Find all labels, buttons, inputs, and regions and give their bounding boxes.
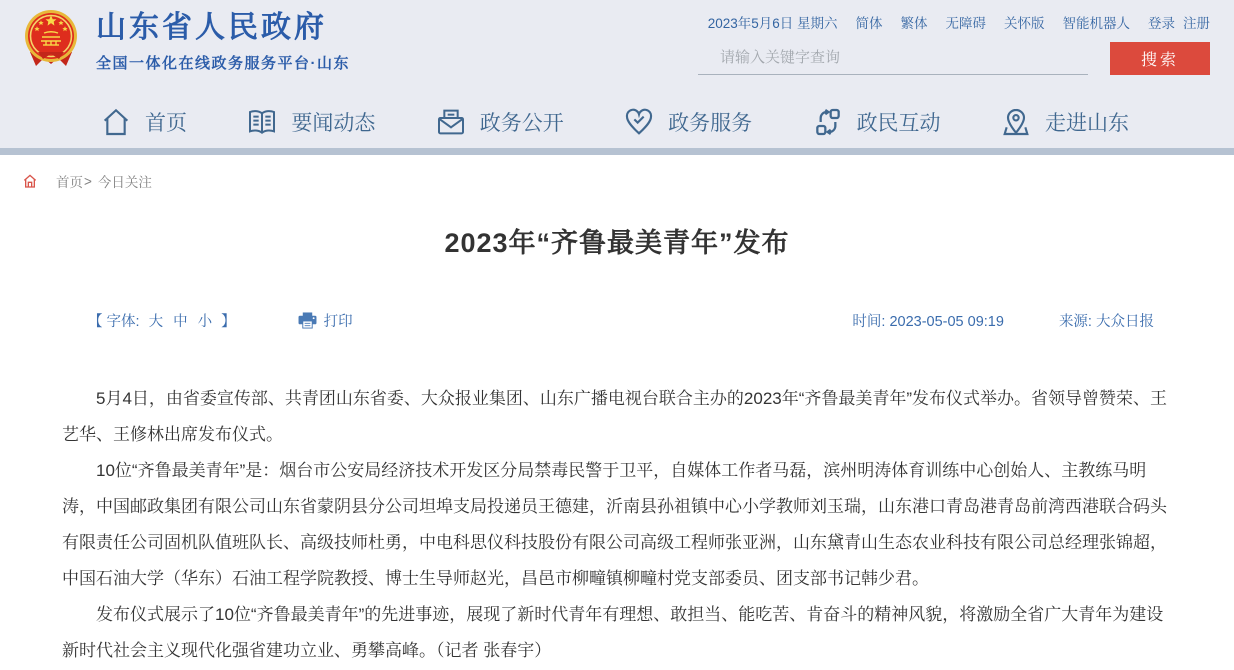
nav-label: 政务服务 — [668, 111, 753, 135]
font-size-large[interactable]: 大 — [148, 314, 164, 330]
font-size-label: 【 字体: — [88, 314, 144, 330]
font-size-small[interactable]: 小 — [197, 314, 213, 330]
link-accessibility[interactable]: 无障碍 — [945, 16, 986, 31]
article-title: 2023年“齐鲁最美青年”发布 — [444, 228, 790, 258]
auth-links — [1148, 12, 1210, 32]
open-gov-envelope-icon — [435, 106, 467, 138]
home-icon — [100, 106, 132, 138]
article-paragraph: 发布仪式展示了10位“齐鲁最美青年”的先进事迹，展现了新时代青年有理想、敢担当、能吃苦、肯奋斗的精神风貌，将激励全省广大青年为建设新时代社会主义现代化强省建功立业、勇攀高峰。（记者 张春宇） — [62, 605, 1164, 660]
content-area — [0, 155, 1234, 669]
breadcrumb-current: 今日关注 — [97, 175, 152, 190]
nav-label: 政民互动 — [856, 111, 941, 135]
search-button[interactable]: 搜索 — [1110, 42, 1210, 75]
link-smart-robot[interactable]: 智能机器人 — [1062, 16, 1130, 31]
site-logo-link[interactable] — [22, 8, 350, 74]
article-tools — [88, 310, 353, 331]
register-link[interactable]: 注册 — [1183, 16, 1210, 31]
nav-item-interaction[interactable] — [812, 106, 941, 138]
search-input[interactable] — [698, 43, 1088, 75]
nav-item-services[interactable] — [623, 106, 752, 138]
site-subtitle: 全国一体化在线政务服务平台·山东 — [96, 54, 350, 72]
nav-item-news[interactable] — [246, 106, 375, 138]
link-care-version[interactable]: 关怀版 — [1004, 16, 1045, 31]
article-body — [0, 381, 1234, 669]
top-utility-bar — [708, 12, 1210, 32]
nav-item-open-government[interactable] — [435, 106, 564, 138]
news-book-icon — [246, 106, 278, 138]
nav-divider-strip — [0, 148, 1234, 155]
nav-item-about-shandong[interactable] — [1000, 106, 1129, 138]
print-label: 打印 — [323, 314, 353, 330]
breadcrumb-home-link[interactable]: 首页 — [56, 175, 83, 190]
breadcrumb-separator: > — [84, 173, 92, 189]
login-link[interactable]: 登录 — [1148, 16, 1175, 31]
header-right — [690, 12, 1210, 75]
font-size-control — [88, 310, 236, 331]
article-meta — [852, 310, 1154, 331]
map-pin-icon — [1000, 106, 1032, 138]
heart-services-icon — [623, 106, 655, 138]
article-meta-row — [0, 310, 1234, 331]
nav-label: 走进山东 — [1044, 111, 1129, 135]
link-simplified-chinese[interactable]: 简体 — [855, 16, 883, 31]
nav-label: 要闻动态 — [291, 111, 376, 135]
site-title: 山东省人民政府 — [96, 10, 327, 44]
breadcrumb-home-icon — [22, 173, 38, 189]
nav-label: 首页 — [145, 111, 187, 135]
article-paragraph: 5月4日，由省委宣传部、共青团山东省委、大众报业集团、山东广播电视台联合主办的2023年“齐鲁最美青年”发布仪式举办。省领导曾赞荣、王艺华、王修林出席发布仪式。 — [62, 389, 1168, 444]
interaction-arrows-icon — [812, 106, 844, 138]
nav-item-home[interactable] — [100, 106, 187, 138]
font-size-medium[interactable]: 中 — [173, 314, 188, 330]
print-button[interactable] — [298, 310, 353, 331]
article-source: 来源: 大众日报 — [1058, 314, 1154, 330]
font-size-label-end: 】 — [217, 314, 236, 330]
link-traditional-chinese[interactable]: 繁体 — [900, 16, 928, 31]
breadcrumb — [0, 155, 1234, 191]
article-paragraph: 10位“齐鲁最美青年”是：烟台市公安局经济技术开发区分局禁毒民警于卫平，自媒体工作者马磊，滨州明涛体育训练中心创始人、主教练马明涛，中国邮政集团有限公司山东省蒙阴县分公司坦埠支局投递员王德建，沂南县孙祖镇中心小学教师刘玉瑞，山东港口青岛港青岛前湾西港联合码头有限责任公司固机队值班队长、高级技师杜勇，中电科思仪科技股份有限公司高级工程师张亚洲，山东黛青山生态农业科技有限公司总经理张锦超，中国石油大学（华东）石油工程学院教授、博士生导师赵光，昌邑市柳疃镇柳疃村党支部委员、团支部书记韩少君。 — [62, 461, 1167, 588]
publish-time: 时间: 2023-05-05 09:19 — [852, 314, 1004, 330]
current-date: 2023年5月6日 星期六 — [707, 16, 838, 31]
printer-icon — [298, 312, 317, 329]
search-bar — [698, 42, 1210, 75]
nav-label: 政务公开 — [479, 111, 564, 135]
site-header — [0, 0, 1234, 95]
main-nav — [0, 95, 1234, 148]
national-emblem-icon — [22, 8, 80, 74]
